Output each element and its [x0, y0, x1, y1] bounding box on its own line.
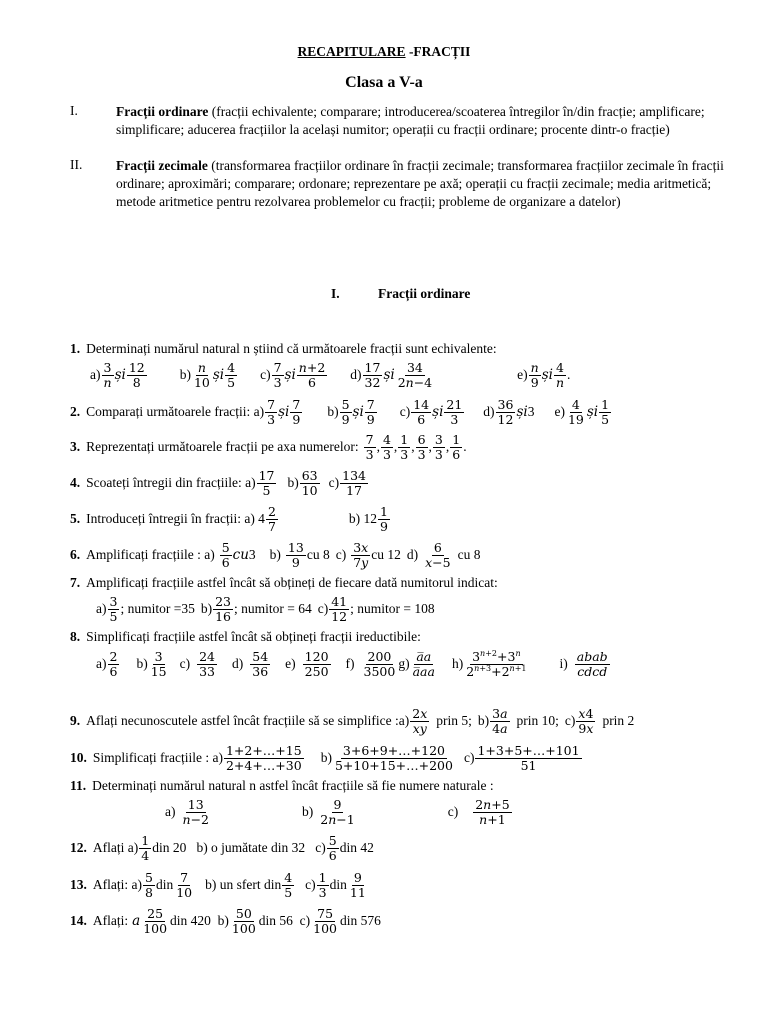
page-title: RECAPITULARE -FRACȚII	[297, 44, 471, 59]
question-6: 6. Amplificați fracțiile : a) 5 6 cu 3 b) 13 9 cu 8 c) 3x 7y cu 12 d) 6 x−5 cu 8	[70, 540, 481, 570]
question-14: 14. Aflați: a 25 100 din 420 b) 50 100 din 56 c) 75 100 din 576	[70, 906, 381, 936]
question-11-items: a) 13 n−2 b) 9 2n−1 c) 2n+5 n+1	[165, 797, 510, 827]
question-9: 9. Aflați necunoscutele astfel încât fracțiile să se simplifice :a) 2x xy prin 5; b) 3a 4a prin 10; c) x4 9x prin 2	[70, 706, 635, 736]
question-12: 12. Aflați a) 1 4 din 20 b) o jumătate din 32 c) 5 6 din 42	[70, 833, 374, 863]
question-8: 8. Simplificați fracțiile astfel încât să obțineți fracții ireductibile:	[70, 629, 421, 644]
question-7: 7. Amplificați fracțiile astfel încât să obțineți de fiecare dată numitorul indicat:	[70, 575, 498, 590]
section-number: I.	[331, 286, 340, 301]
question-13: 13. Aflați: a) 5 8 din 7 10 b) un sfert din 4 5 c) 1 3 din 9 11	[70, 870, 366, 900]
question-7-items: a) 3 5 ; numitor =35 b) 23 16 ; numitor = 64 c) 41 12 ; numitor = 108	[96, 594, 435, 624]
question-1-items: a) 3 n și 12 8 b) n 10 și 4 5 c) 7 3 și n+2 6 d) 17 32 și 34 2n−4 e) n 9 și 4 n .	[90, 360, 571, 390]
question-3: 3. Reprezentați următoarele fracții pe axa numerelor: 7 3 , 4 3 , 1 3 , 6 3 , 3 3 , 1 6 .	[70, 432, 467, 462]
question-11: 11. Determinați numărul natural n astfel încât fracțiile să fie numere naturale :	[70, 778, 494, 793]
question-4: 4. Scoateți întregii din fracțiile: a) 17 5 b) 63 10 c) 134 17	[70, 468, 366, 498]
section-title: Fracții ordinare	[378, 286, 471, 301]
document-page: RECAPITULARE -FRACȚII Clasa a V-a I. Fracții ordinare (fracții echivalente; comparare; introducerea/scoaterea întregilor în/din fracție; amplificare; simplificare; aducerea fracțiilor la același numitor; operații cu fracții ordinare; procente dintr-o fracție) II. Fracții zecimale (transformarea fracțiilor ordinare în fracții zecimale; transformarea fracțiilor zecimale în fracții ordinare; aproximări; comparare; ordonare; reprezentare pe axă; operații cu fracții zecimale; media aritmetică; metode aritmetice pentru rezolvarea problemelor cu fracții; probleme de organizare a datelor) I. Fracții ordinare 1. Determinați numărul natural n știind că următoarele fracții sunt echivalente: a) 3 n și 12 8 b) n 10 și 4 5 c) 7 3 și n+2 6 d) 17 32 și 34 2n−4 e) n 9 și 4 n . 2. Comparați următoarele fracții: a) 7 3 și 7 9 b) 5 9 și 7 9 c) 14 6 și 21 3 d) 36 12 și 3 e) 4 19 și 1 5 3. Reprezentați următoarele fracții pe axa numerelor: 7 3 , 4 3 , 1 3 , 6 3 , 3 3 , 1 6 . 4. Scoateți întregii din fracțiile: a) 17 5 b) 63 10 c) 134 17 5. Introduceți întregii în fracții: a) 4 2 7 b) 12 1 9 6. Amplificați fracțiile : a) 5 6 cu 3 b) 13 9 cu 8 c) 3x 7y cu 12 d) 6 x−5 cu 8 7. Amplificați fracțiile astfel încât să obțineți de fiecare dată numitorul indicat: a) 3 5 ; numitor =35 b) 23 16 ; numitor = 64 c) 41 12 ; numitor = 108 8. Simplificați fracțiile astfel încât să obțineți fracții ireductibile: a) 2 6 b) 3 15 c) 24 33 d) 54 36 e) 120 250 f) 200 3500 g) a̅a a̅aa h) $3^{n+2}+3^n$ $2^{n+3}+2^{n+1}$ i) abab cdcd 9. Aflați necunoscutele astfel încât fracțiile să se simplifice :a) 2x xy prin 5; b) 3a 4a prin 10; c) x4 9x prin 2 10. Simplificați fracțiile : a) 1+2+…+15 2+4+…+30 b) 3+6+9+…+120 5+10+15+…+200 c) 1+3+5+…+101 51 11. Determinați numărul natural n astfel încât fracțiile să fie numere naturale : a) 13 n−2 b) 9 2n−1 c) 2n+5 n+1 12. Aflați a) 1 4 din 20 b) o jumătate din 32 c) 5 6 din 42 13. Aflați: a) 5 8 din 7 10 b) un sfert din 4 5 c) 1 3 din 9 11 14. Aflați: a 25 100 din 420 b) 50 100 din 56 c) 75 100 din 576	[0, 0, 768, 1024]
question-8-items: a) 2 6 b) 3 15 c) 24 33 d) 54 36 e) 120 250 f) 200 3500 g) a̅a a̅aa h) $3^{n+2}+3^n$ $2^{n+3}+2^{n+1}$ i) abab cdcd	[96, 649, 608, 679]
page-subtitle: Clasa a V-a	[345, 74, 423, 91]
question-10: 10. Simplificați fracțiile : a) 1+2+…+15 2+4+…+30 b) 3+6+9+…+120 5+10+15+…+200 c) 1+3+5+…+101 51	[70, 743, 580, 773]
question-1: 1. Determinați numărul natural n știind că următoarele fracții sunt echivalente:	[70, 341, 497, 356]
question-2: 2. Comparați următoarele fracții: a) 7 3 și 7 9 b) 5 9 și 7 9 c) 14 6 și 21 3 d) 36 12 și 3 e) 4 19 și 1 5	[70, 397, 610, 427]
question-5: 5. Introduceți întregii în fracții: a) 4 2 7 b) 12 1 9	[70, 504, 388, 534]
